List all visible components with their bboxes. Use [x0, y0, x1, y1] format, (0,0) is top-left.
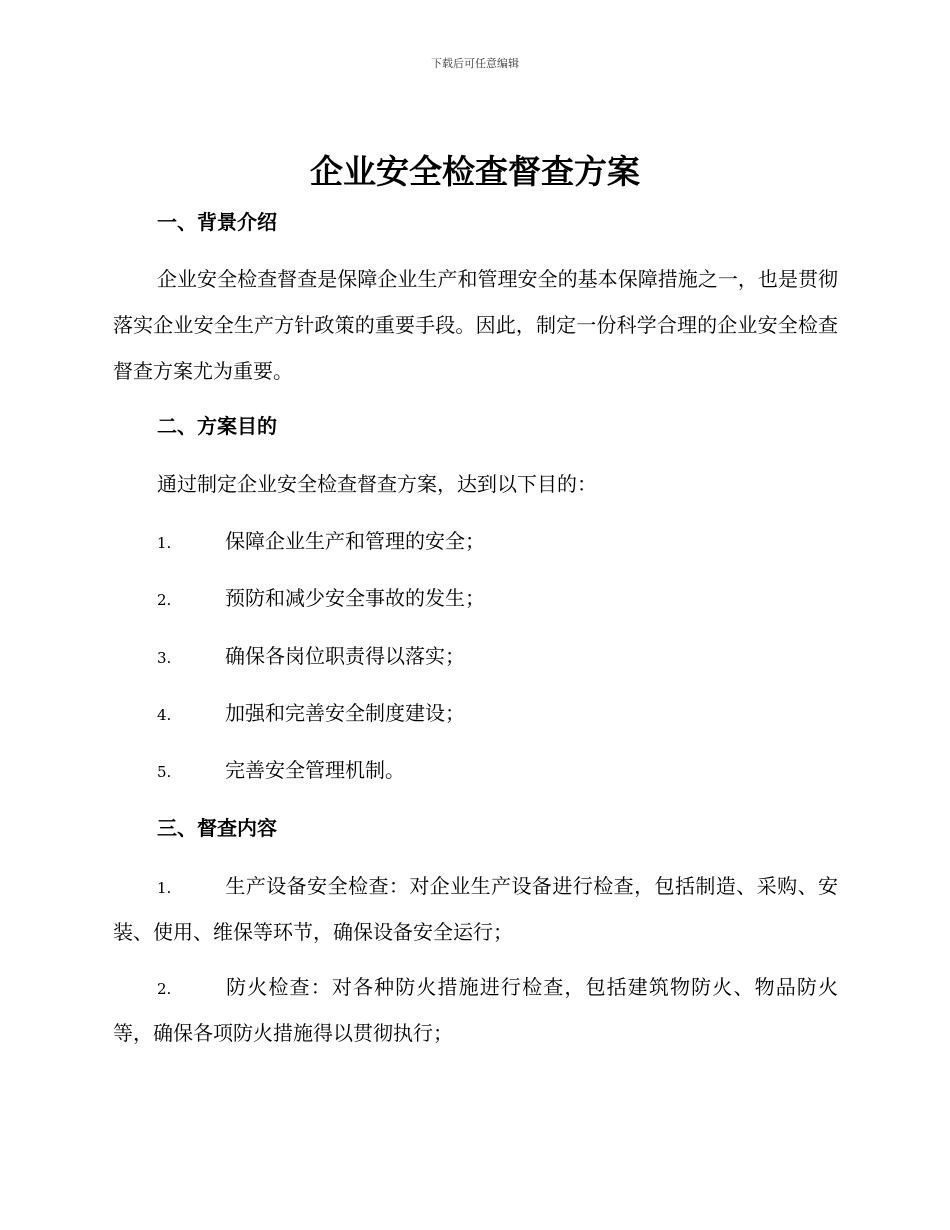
list-item	[157, 757, 405, 785]
section-heading-background: 一、背景介绍	[157, 210, 277, 234]
document-title: 企业安全检查督查方案	[310, 152, 640, 191]
list-number: 5.	[157, 763, 172, 781]
list-item	[113, 965, 838, 1055]
list-number: 2.	[157, 591, 172, 609]
list-number: 4.	[157, 706, 172, 724]
page-header-note: 下载后可任意编辑	[431, 57, 519, 70]
list-text: 确保各岗位职责得以落实；	[225, 644, 465, 668]
list-text: 保障企业生产和管理的安全；	[225, 529, 485, 553]
list-item	[157, 643, 465, 671]
list-text: 预防和减少安全事故的发生；	[225, 586, 485, 610]
list-number: 2.	[157, 980, 172, 998]
list-number: 1.	[157, 534, 172, 552]
list-item	[113, 864, 838, 954]
list-number: 1.	[157, 879, 172, 897]
background-paragraph: 企业安全检查督查是保障企业生产和管理安全的基本保障措施之一，也是贯彻落实企业安全生产方针政策的重要手段。因此，制定一份科学合理的企业安全检查督查方案尤为重要。	[113, 267, 838, 383]
list-text: 加强和完善安全制度建设；	[225, 701, 465, 725]
list-item	[157, 700, 465, 728]
section-heading-purpose: 二、方案目的	[157, 414, 277, 438]
list-item	[157, 585, 485, 613]
list-number: 3.	[157, 649, 172, 667]
list-item	[157, 528, 485, 556]
section-heading-content: 三、督查内容	[157, 816, 277, 840]
purpose-intro: 通过制定企业安全检查督查方案，达到以下目的：	[157, 472, 597, 496]
list-text: 防火检查：对各种防火措施进行检查，包括建筑物防火、物品防火等，确保各项防火措施得以贯彻执行；	[113, 975, 838, 1045]
list-text: 生产设备安全检查：对企业生产设备进行检查，包括制造、采购、安装、使用、维保等环节，确保设备安全运行；	[113, 874, 838, 944]
list-text: 完善安全管理机制。	[225, 758, 405, 782]
